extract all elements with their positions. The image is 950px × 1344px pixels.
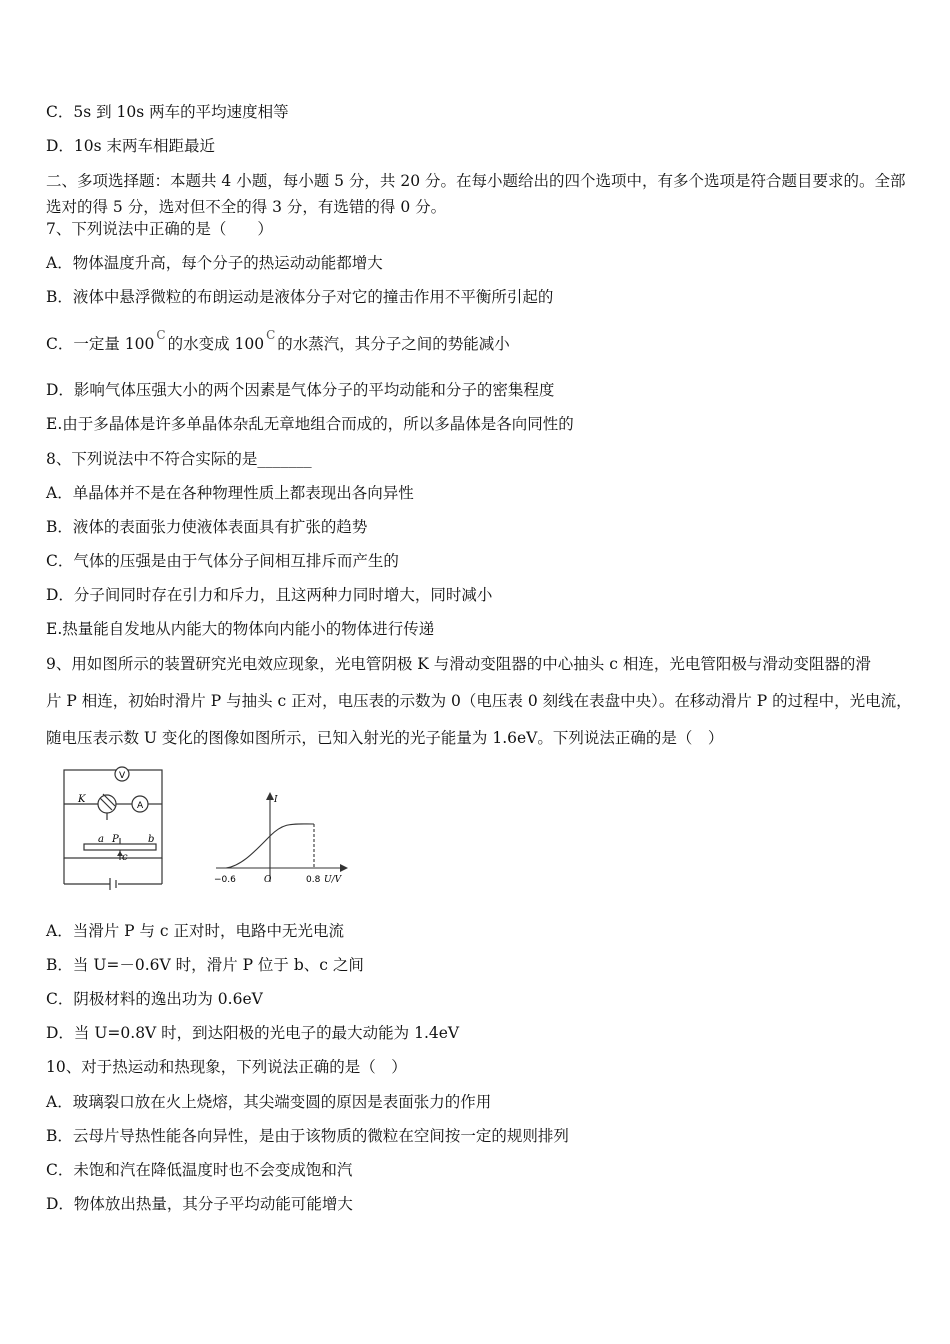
q10-option-b: B．云母片导热性能各向异性，是由于该物质的微粒在空间按一定的规则排列 — [46, 1127, 569, 1145]
q9-option-b: B．当 U=－0.6V 时，滑片 P 位于 b、c 之间 — [46, 956, 364, 974]
q8-option-c: C．气体的压强是由于气体分子间相互排斥而产生的 — [46, 552, 399, 570]
q9-stem-line-3: 随电压表示数 U 变化的图像如图所示，已知入射光的光子能量为 1.6eV。下列说法正确的是（ ） — [46, 729, 724, 747]
q9-option-d: D．当 U=0.8V 时，到达阳极的光电子的最大动能为 1.4eV — [46, 1024, 460, 1042]
q7-option-c — [46, 328, 510, 355]
photocurrent-graph — [212, 790, 352, 890]
rheostat-end-b-label: b — [148, 834, 155, 845]
q7-option-d: D．影响气体压强大小的两个因素是气体分子的平均动能和分子的密集程度 — [46, 381, 555, 399]
tick-neg-label: −0.6 — [214, 875, 236, 885]
q6-option-c: C．5s 到 10s 两车的平均速度相等 — [46, 103, 289, 121]
slider-p-label: P — [112, 834, 119, 845]
cathode-label: K — [78, 794, 86, 805]
q7-option-c-part2: 的水变成 100 — [167, 335, 265, 353]
y-axis-label: I — [274, 795, 278, 805]
voltmeter-label: V — [119, 771, 126, 781]
degree-unit: C — [156, 328, 166, 342]
q8-option-a: A．单晶体并不是在各种物理性质上都表现出各向异性 — [46, 484, 414, 502]
q8-option-e: E.热量能自发地从内能大的物体向内能小的物体进行传递 — [46, 620, 435, 638]
origin-label: O — [264, 875, 272, 885]
q8-option-b: B．液体的表面张力使液体表面具有扩张的趋势 — [46, 518, 368, 536]
q9-option-a: A．当滑片 P 与 c 正对时，电路中无光电流 — [46, 922, 345, 940]
q6-option-d: D．10s 末两车相距最近 — [46, 137, 216, 155]
q7-option-e: E.由于多晶体是许多单晶体杂乱无章地组合而成的，所以多晶体是各向同性的 — [46, 415, 574, 433]
q10-stem: 10、对于热运动和热现象，下列说法正确的是（ ） — [46, 1058, 407, 1076]
q7-option-a: A．物体温度升高，每个分子的热运动动能都增大 — [46, 254, 383, 272]
circuit-diagram — [56, 760, 174, 890]
x-axis-label: U/V — [324, 875, 342, 885]
q10-option-a: A．玻璃裂口放在火上烧熔，其尖端变圆的原因是表面张力的作用 — [46, 1093, 492, 1111]
ammeter-label: A — [137, 801, 144, 811]
q9-stem-line-1: 9、用如图所示的装置研究光电效应现象，光电管阴极 K 与滑动变阻器的中心抽头 c 相连，光电管阳极与滑动变阻器的滑 — [46, 655, 871, 673]
q9-stem-line-2: 片 P 相连，初始时滑片 P 与抽头 c 正对，电压表的示数为 0（电压表 0 刻线在表盘中央）。在移动滑片 P 的过程中，光电流， — [46, 692, 912, 710]
q7-option-c-part3: 的水蒸汽，其分子之间的势能减小 — [277, 335, 510, 353]
tick-pos-label: 0.8 — [306, 875, 321, 885]
section-2-heading: 二、多项选择题：本题共 4 小题，每小题 5 分，共 20 分。在每小题给出的四个选项中，有多个选项是符合题目要求的。全部选对的得 5 分，选对但不全的得 3 分，有选错的得 0 分。 — [46, 172, 906, 216]
q7-option-c-part1: C．一定量 100 — [46, 335, 155, 353]
center-tap-c-label: c — [122, 852, 128, 863]
q7-option-b: B．液体中悬浮微粒的布朗运动是液体分子对它的撞击作用不平衡所引起的 — [46, 288, 554, 306]
q9-option-c: C．阴极材料的逸出功为 0.6eV — [46, 990, 263, 1008]
q10-option-c: C．未饱和汽在降低温度时也不会变成饱和汽 — [46, 1161, 353, 1179]
rheostat-end-a-label: a — [98, 834, 104, 845]
q8-option-d: D．分子间同时存在引力和斥力，且这两种力同时增大，同时减小 — [46, 586, 493, 604]
degree-unit: C — [266, 328, 276, 342]
q8-stem: 8、下列说法中不符合实际的是_______ — [46, 450, 312, 468]
q10-option-d: D．物体放出热量，其分子平均动能可能增大 — [46, 1195, 353, 1213]
q7-stem: 7、下列说法中正确的是（ ） — [46, 220, 273, 238]
